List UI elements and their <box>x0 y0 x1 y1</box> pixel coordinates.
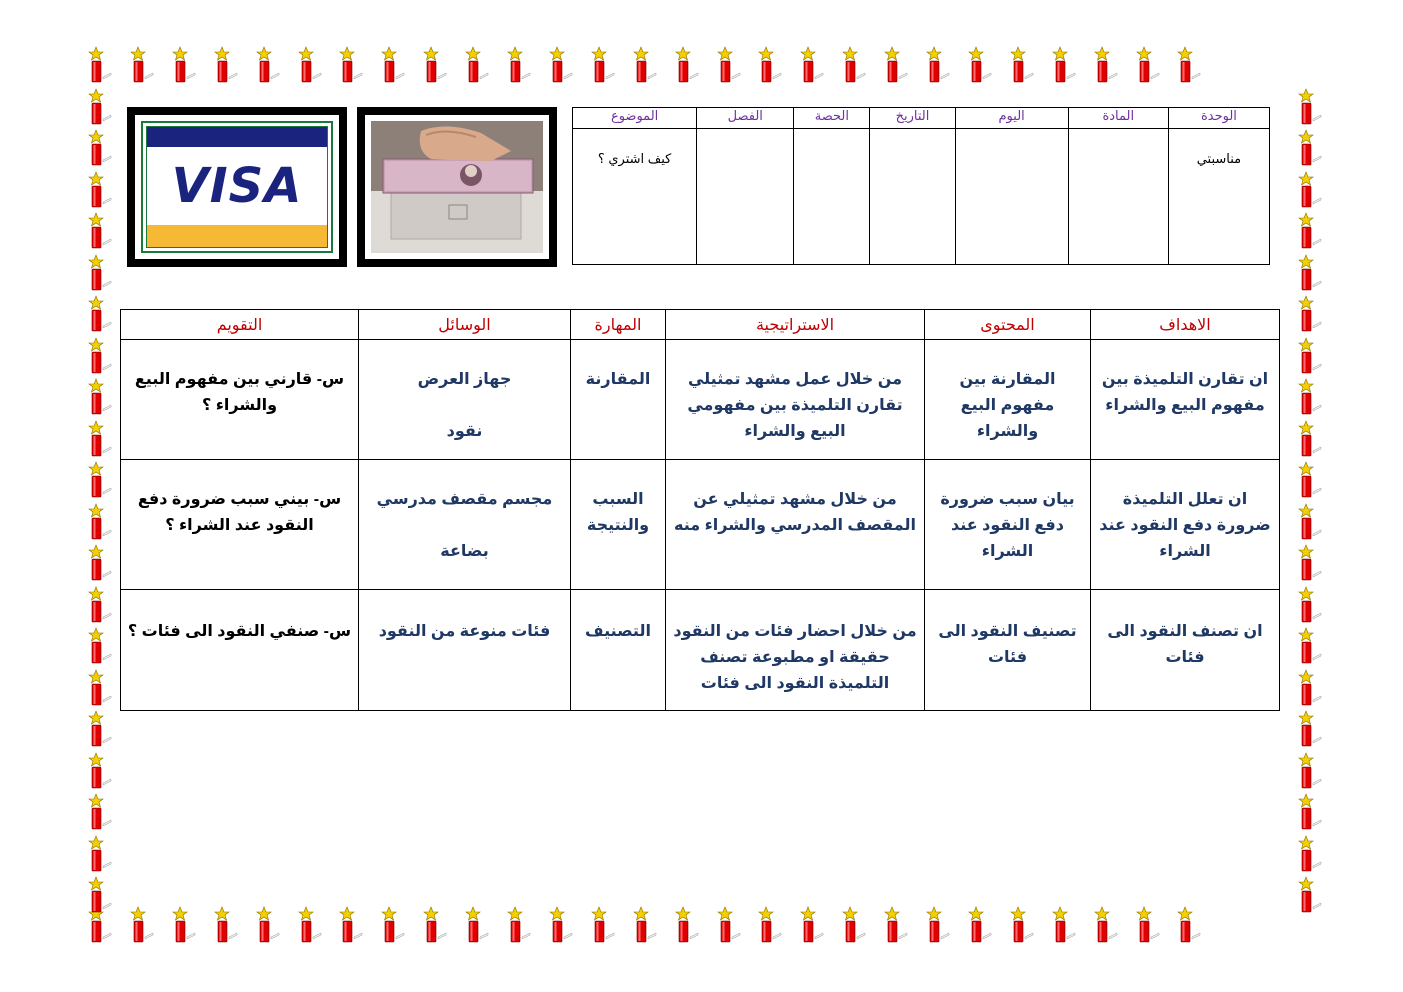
cell-aids <box>359 340 571 460</box>
candle-icon <box>548 46 574 84</box>
cell-content: تصنيف النقود الى فئات <box>925 590 1091 711</box>
candle-icon <box>1297 710 1323 748</box>
candle-icon <box>87 627 113 665</box>
candle-icon <box>1176 906 1202 944</box>
cell-objectives: ان تقارن التلميذة بين مفهوم البيع والشراء <box>1091 340 1280 460</box>
visa-logo-text: VISA <box>171 158 303 214</box>
table-row <box>121 460 1280 590</box>
candle-icon <box>506 46 532 84</box>
candle-icon <box>87 876 113 914</box>
visa-card-image <box>127 107 347 267</box>
candle-icon <box>1297 88 1323 126</box>
header-topic: الموضوع <box>573 108 697 129</box>
candle-icon <box>87 835 113 873</box>
candle-icon <box>87 461 113 499</box>
candle-icon <box>590 906 616 944</box>
header-subject: المادة <box>1068 108 1168 129</box>
header-strategy: الاستراتيجية <box>666 310 925 340</box>
candle-icon <box>87 88 113 126</box>
candle-icon <box>87 129 113 167</box>
candle-icon <box>87 544 113 582</box>
candle-icon <box>1297 627 1323 665</box>
candle-icon <box>925 906 951 944</box>
candle-icon <box>171 906 197 944</box>
candle-icon <box>297 46 323 84</box>
candle-icon <box>757 906 783 944</box>
candle-icon <box>1297 544 1323 582</box>
candle-icon <box>255 46 281 84</box>
aid-item: مجسم مقصف مدرسي <box>376 491 553 508</box>
table-row <box>121 590 1280 711</box>
candle-icon <box>1135 906 1161 944</box>
value-class <box>697 129 794 265</box>
aid-item: بضاعة <box>440 543 489 560</box>
candle-icon <box>1297 420 1323 458</box>
header-skill: المهارة <box>571 310 666 340</box>
cell-skill: السبب والنتيجة <box>571 460 666 590</box>
candle-icon <box>1297 337 1323 375</box>
cell-strategy: من خلال مشهد تمثيلي عن المقصف المدرسي والشراء منه <box>666 460 925 590</box>
candle-icon <box>1009 46 1035 84</box>
aid-item: فئات منوعة من النقود <box>378 623 551 640</box>
candle-icon <box>171 46 197 84</box>
cell-aids <box>359 460 571 590</box>
cell-content: المقارنة بين مفهوم البيع والشراء <box>925 340 1091 460</box>
candle-icon <box>464 906 490 944</box>
header-class: الفصل <box>697 108 794 129</box>
candle-icon <box>1297 586 1323 624</box>
candle-icon <box>967 46 993 84</box>
value-period <box>794 129 870 265</box>
candle-icon <box>87 710 113 748</box>
candle-icon <box>674 46 700 84</box>
value-subject <box>1068 129 1168 265</box>
header-date: التاريخ <box>870 108 955 129</box>
cell-content: بيان سبب ضرورة دفع النقود عند الشراء <box>925 460 1091 590</box>
lesson-info-table <box>572 107 1270 265</box>
candle-icon <box>841 46 867 84</box>
cell-objectives: ان تصنف النقود الى فئات <box>1091 590 1280 711</box>
candle-icon <box>632 46 658 84</box>
cell-objectives: ان تعلل التلميذة ضرورة دفع النقود عند الشراء <box>1091 460 1280 590</box>
candle-icon <box>1297 171 1323 209</box>
candle-icon <box>590 46 616 84</box>
candle-icon <box>799 906 825 944</box>
candle-icon <box>213 46 239 84</box>
candle-icon <box>422 906 448 944</box>
visa-blue-band <box>147 127 327 147</box>
cell-evaluation: س- صنفي النقود الى فئات ؟ <box>121 590 359 711</box>
candle-icon <box>338 46 364 84</box>
candle-icon <box>1297 876 1323 914</box>
candle-icon <box>1297 295 1323 333</box>
lesson-plan-table <box>120 309 1280 711</box>
candle-icon <box>1297 503 1323 541</box>
candle-icon <box>87 752 113 790</box>
candle-icon <box>1176 46 1202 84</box>
header-evaluation: التقويم <box>121 310 359 340</box>
candle-icon <box>925 46 951 84</box>
value-topic: كيف اشتري ؟ <box>573 129 697 265</box>
cell-strategy: من خلال عمل مشهد تمثيلي تقارن التلميذة بين مفهومي البيع والشراء <box>666 340 925 460</box>
candle-icon <box>129 906 155 944</box>
candle-icon <box>1093 906 1119 944</box>
candle-icon <box>716 46 742 84</box>
candle-icon <box>1093 46 1119 84</box>
cell-skill: التصنيف <box>571 590 666 711</box>
candle-icon <box>1135 46 1161 84</box>
candle-icon <box>1297 212 1323 250</box>
candle-icon <box>1009 906 1035 944</box>
candle-icon <box>841 906 867 944</box>
candle-icon <box>1297 129 1323 167</box>
candle-icon <box>1297 752 1323 790</box>
candle-icon <box>87 669 113 707</box>
candle-icon <box>129 46 155 84</box>
candle-icon <box>87 420 113 458</box>
candle-icon <box>464 46 490 84</box>
candle-icon <box>1297 461 1323 499</box>
header-day: اليوم <box>955 108 1068 129</box>
candle-icon <box>1051 46 1077 84</box>
candle-icon <box>1297 254 1323 292</box>
candle-icon <box>87 586 113 624</box>
candle-icon <box>1297 793 1323 831</box>
cell-skill: المقارنة <box>571 340 666 460</box>
candle-icon <box>506 906 532 944</box>
candle-icon <box>87 46 113 84</box>
header-aids: الوسائل <box>359 310 571 340</box>
cell-evaluation: س- قارني بين مفهوم البيع والشراء ؟ <box>121 340 359 460</box>
candle-icon <box>422 46 448 84</box>
candle-icon <box>548 906 574 944</box>
candle-icon <box>1297 669 1323 707</box>
candle-icon <box>297 906 323 944</box>
candle-icon <box>338 906 364 944</box>
candle-icon <box>87 793 113 831</box>
candle-icon <box>967 906 993 944</box>
candle-icon <box>87 337 113 375</box>
candle-icon <box>380 906 406 944</box>
candle-icon <box>632 906 658 944</box>
candle-icon <box>883 906 909 944</box>
candle-icon <box>87 212 113 250</box>
visa-gold-band <box>147 225 327 247</box>
header-objectives: الاهداف <box>1091 310 1280 340</box>
candle-icon <box>87 295 113 333</box>
cell-strategy: من خلال احضار فئات من النقود حقيقة او مطبوعة تصنف التلميذة النقود الى فئات <box>666 590 925 711</box>
aid-item: نقود <box>446 423 483 440</box>
header-period: الحصة <box>794 108 870 129</box>
candle-icon <box>716 906 742 944</box>
value-unit: مناسبتي <box>1168 129 1269 265</box>
cell-evaluation: س- بيني سبب ضرورة دفع النقود عند الشراء ؟ <box>121 460 359 590</box>
candle-icon <box>87 171 113 209</box>
candle-icon <box>87 254 113 292</box>
banknote-illustration <box>371 121 543 253</box>
value-date <box>870 129 955 265</box>
candle-icon <box>255 906 281 944</box>
money-photo-image <box>357 107 557 267</box>
candle-icon <box>674 906 700 944</box>
candle-icon <box>1051 906 1077 944</box>
cell-aids <box>359 590 571 711</box>
candle-icon <box>1297 835 1323 873</box>
value-day <box>955 129 1068 265</box>
candle-icon <box>87 503 113 541</box>
candle-icon <box>757 46 783 84</box>
aid-item: جهاز العرض <box>417 371 512 388</box>
candle-icon <box>883 46 909 84</box>
candle-icon <box>380 46 406 84</box>
candle-icon <box>1297 378 1323 416</box>
header-content: المحتوى <box>925 310 1091 340</box>
table-row <box>121 340 1280 460</box>
header-unit: الوحدة <box>1168 108 1269 129</box>
candle-icon <box>213 906 239 944</box>
candle-icon <box>87 378 113 416</box>
candle-icon <box>799 46 825 84</box>
hand-banknote-photo <box>371 121 543 253</box>
